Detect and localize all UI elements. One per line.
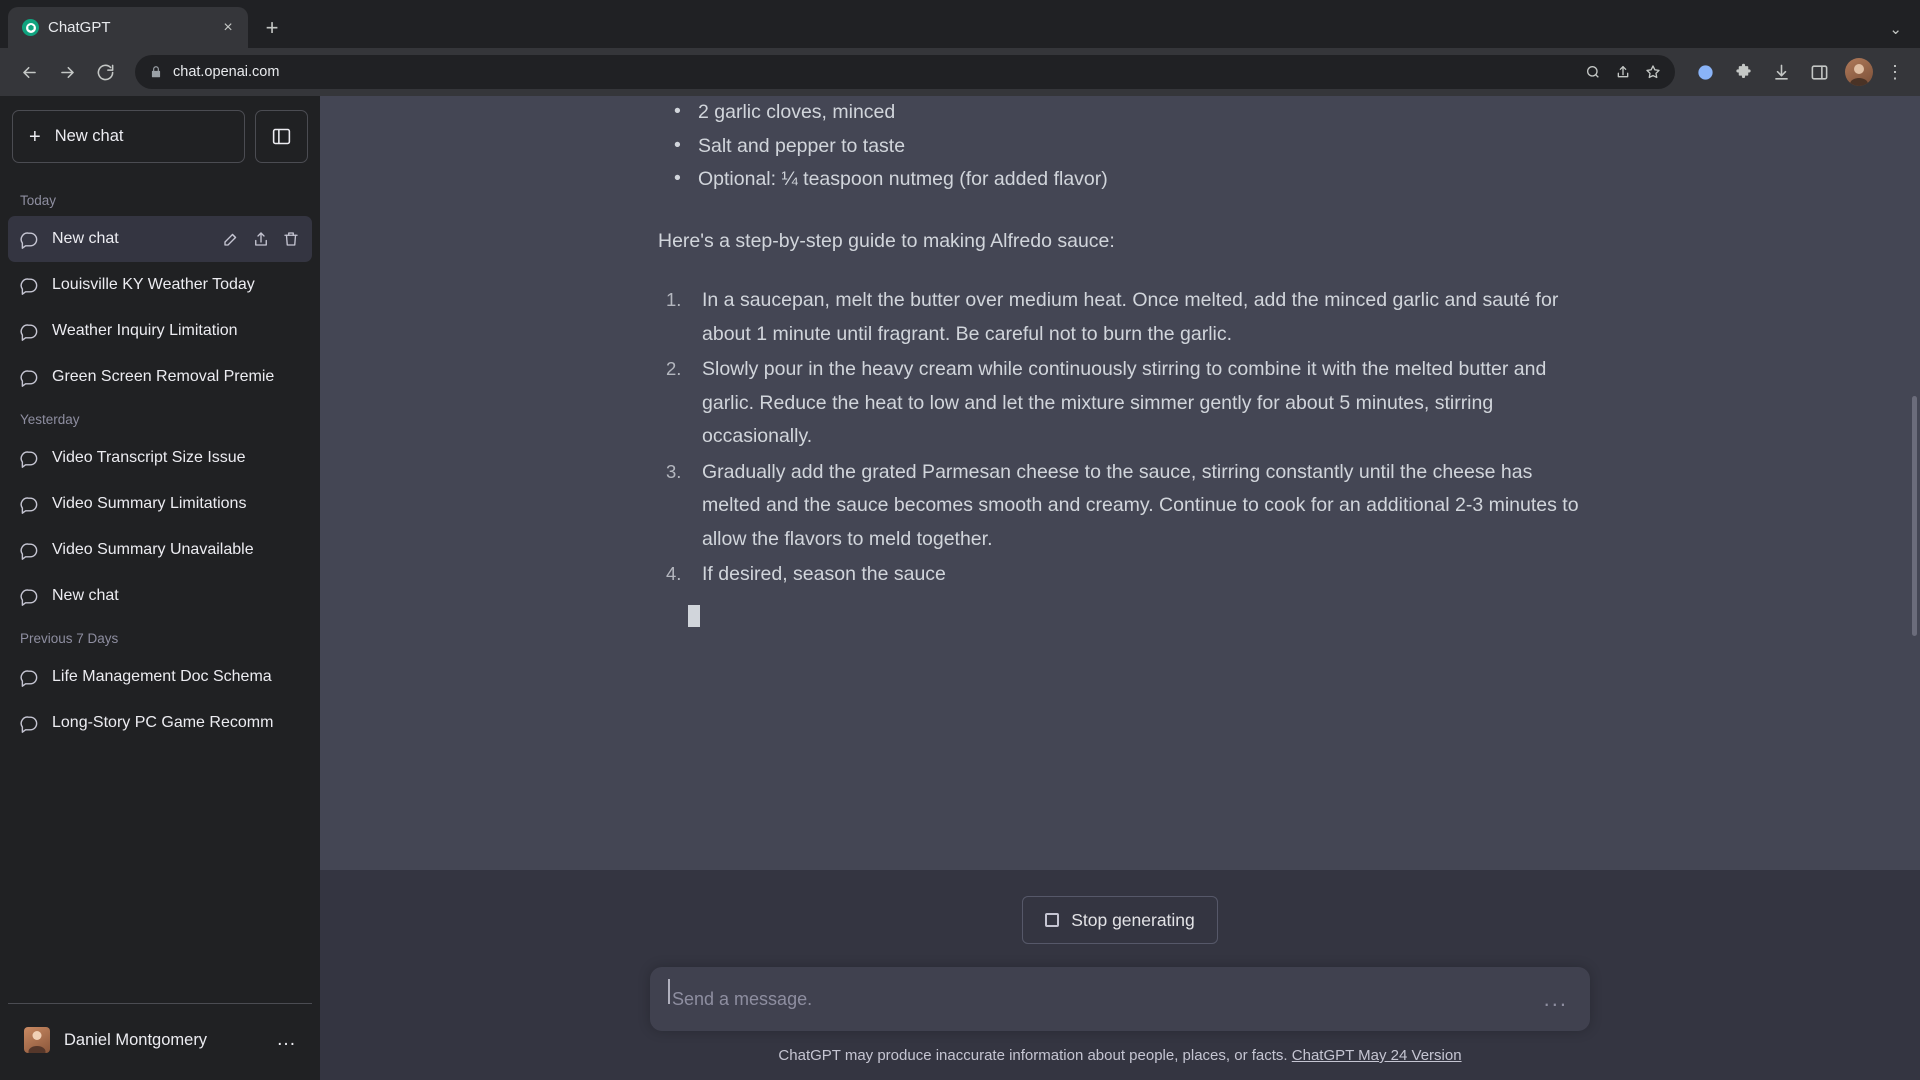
list-item: In a saucepan, melt the butter over medium heat. Once melted, add the minced garlic and sauté for about 1 minute until fragrant. Be careful not to burn the garlic. [702, 289, 1559, 345]
plus-icon: + [29, 125, 41, 148]
list-item: • 2 garlic cloves, minced [670, 96, 1582, 130]
chat-history [8, 171, 312, 1003]
share-icon[interactable] [252, 230, 270, 248]
main-panel [320, 96, 1920, 1080]
profile-avatar[interactable] [1845, 58, 1873, 86]
sidebar-toggle-icon[interactable] [255, 110, 308, 163]
chat-history-item[interactable] [8, 573, 312, 619]
chat-history-item[interactable] [8, 700, 312, 746]
message-thread [320, 96, 1920, 870]
scrollbar-thumb[interactable] [1912, 396, 1917, 636]
chat-bubble-icon [20, 714, 39, 733]
chat-history-label: Video Summary Limitations [52, 495, 247, 512]
chat-bubble-icon [20, 368, 39, 387]
disclaimer-text [778, 1047, 1461, 1064]
bookmark-star-icon[interactable] [1645, 64, 1661, 80]
browser-profile-circle-icon[interactable] [1688, 55, 1722, 89]
stop-generating-button[interactable] [1022, 896, 1218, 944]
chrome-menu-icon[interactable]: ⋮ [1886, 61, 1904, 82]
version-link[interactable]: ChatGPT May 24 Version [1291, 1047, 1462, 1064]
chat-history-item-active[interactable] [8, 216, 312, 262]
chat-bubble-icon [20, 322, 39, 341]
disclaimer-label: ChatGPT may produce inaccurate information about people, places, or facts. [778, 1047, 1288, 1064]
chat-history-label: Louisville KY Weather Today [52, 276, 255, 293]
chat-bubble-icon [20, 449, 39, 468]
history-group-label-today: Today [20, 193, 57, 208]
chat-history-item[interactable] [8, 527, 312, 573]
history-group-label-yesterday: Yesterday [20, 412, 80, 427]
list-item: Slowly pour in the heavy cream while continuously stirring to combine it with the melted butter and garlic. Reduce the heat to low and let the mixture simmer gently for about 5 minutes, stirring occasionally. [702, 358, 1547, 448]
address-bar[interactable] [135, 55, 1675, 89]
chat-history-label: New chat [52, 587, 119, 604]
browser-toolbar [0, 48, 1920, 96]
delete-icon[interactable] [282, 230, 300, 248]
chat-history-item[interactable] [8, 262, 312, 308]
forward-icon[interactable] [50, 55, 84, 89]
list-item: • Optional: ¼ teaspoon nutmeg (for added flavor) [670, 163, 1582, 197]
user-account-row[interactable] [12, 1014, 308, 1066]
chat-history-item[interactable] [8, 354, 312, 400]
chatgpt-icon [22, 19, 39, 36]
chat-history-label: Video Summary Unavailable [52, 541, 254, 558]
chat-history-item[interactable] [8, 435, 312, 481]
chat-history-item[interactable] [8, 308, 312, 354]
chat-bubble-icon [20, 668, 39, 687]
chat-history-label: Long-Story PC Game Recomm [52, 714, 274, 731]
tab-title: ChatGPT [48, 19, 111, 36]
ingredients-list [670, 96, 1582, 197]
chat-bubble-icon [20, 587, 39, 606]
chat-bubble-icon [20, 276, 39, 295]
message-input-box[interactable] [650, 967, 1590, 1031]
send-button[interactable]: ... [1543, 986, 1568, 1011]
chat-bubble-icon [20, 230, 39, 249]
chat-history-label: Green Screen Removal Premie [52, 368, 275, 385]
url-text: chat.openai.com [173, 64, 280, 80]
back-icon[interactable] [12, 55, 46, 89]
list-item: If desired, season the sauce [702, 563, 946, 586]
chat-history-label: Life Management Doc Schema [52, 668, 272, 685]
extensions-puzzle-icon[interactable] [1726, 55, 1760, 89]
steps-list [658, 284, 1582, 592]
streaming-cursor [688, 605, 700, 627]
sidebar-footer [8, 1003, 312, 1072]
download-icon[interactable] [1764, 55, 1798, 89]
chat-history-item[interactable] [8, 481, 312, 527]
chevron-down-icon[interactable]: ⌄ [1889, 21, 1902, 38]
assistant-message [320, 96, 1920, 665]
new-tab-button[interactable]: + [265, 15, 279, 40]
list-item: Gradually add the grated Parmesan cheese to the sauce, stirring constantly until the cheese has melted and the sauce becomes smooth and creamy. Continue to cook for an additional 2-3 minutes to allow the flavors to meld together. [702, 460, 1579, 550]
composer-area [320, 870, 1920, 1080]
lock-icon [149, 65, 163, 79]
edit-icon[interactable] [222, 230, 240, 248]
user-name: Daniel Montgomery [64, 1030, 208, 1049]
chat-history-label: Weather Inquiry Limitation [52, 322, 238, 339]
sidebar [0, 96, 320, 1080]
avatar [24, 1027, 50, 1053]
stop-generating-label: Stop generating [1071, 909, 1195, 930]
intro-paragraph: Here's a step-by-step guide to making Alfredo sauce: [658, 229, 1115, 252]
chat-history-item[interactable] [8, 654, 312, 700]
message-input-placeholder[interactable]: Send a message. [672, 989, 1544, 1010]
tab-strip [0, 0, 1920, 48]
new-chat-button[interactable] [12, 110, 245, 163]
share-icon[interactable] [1615, 64, 1631, 80]
list-item: • Salt and pepper to taste [670, 130, 1582, 164]
history-group-label-previous-7-days: Previous 7 Days [20, 631, 119, 646]
close-icon[interactable]: × [223, 18, 233, 36]
chatgpt-app [0, 96, 1920, 1080]
user-menu-icon[interactable]: ... [277, 1029, 296, 1050]
chat-history-label: Video Transcript Size Issue [52, 449, 246, 466]
chat-history-label: New chat [52, 230, 119, 247]
zoom-icon[interactable] [1585, 64, 1601, 80]
chat-bubble-icon [20, 541, 39, 560]
reload-icon[interactable] [88, 55, 122, 89]
new-chat-label: New chat [54, 127, 124, 145]
stop-square-icon [1045, 913, 1059, 927]
side-panel-icon[interactable] [1802, 55, 1836, 89]
browser-tab-chatgpt[interactable] [8, 7, 248, 48]
chat-bubble-icon [20, 495, 39, 514]
